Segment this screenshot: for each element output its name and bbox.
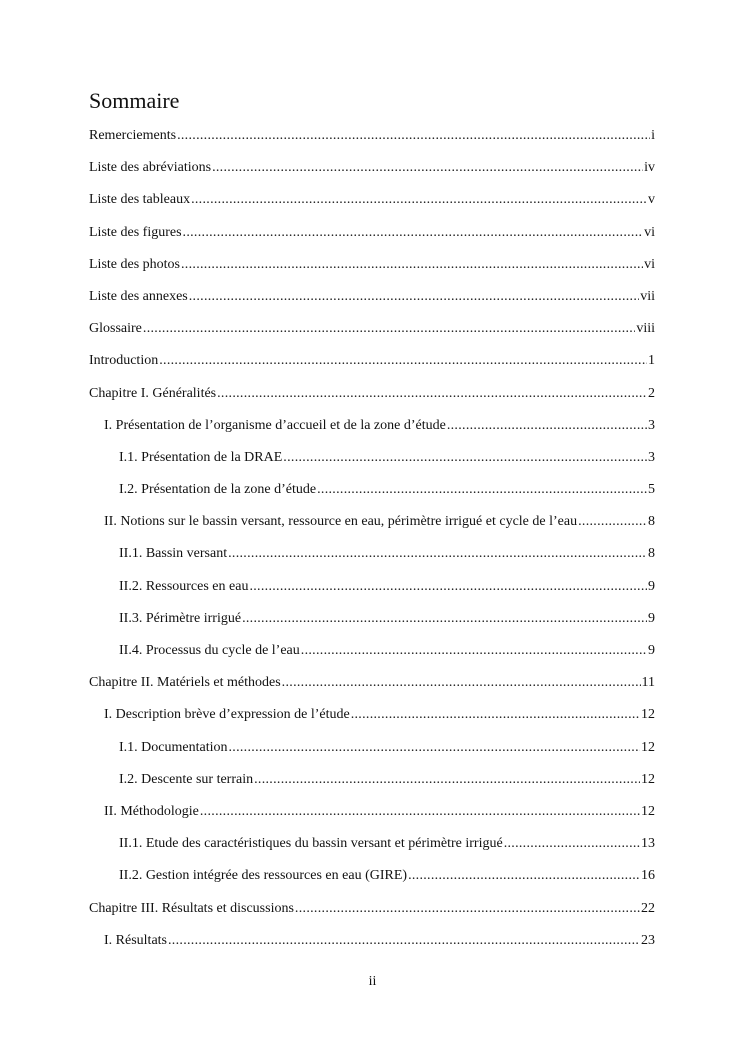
toc-leader	[447, 416, 647, 436]
toc-page-ref: 5	[648, 482, 655, 498]
toc-label: I.1. Présentation de la DRAE	[119, 449, 283, 465]
toc-leader	[408, 866, 640, 886]
toc-entry[interactable]	[89, 834, 655, 866]
toc-leader	[283, 448, 647, 468]
toc-page-ref: iv	[644, 160, 655, 176]
toc-entry[interactable]	[89, 223, 655, 255]
toc-label: Glossaire	[89, 321, 142, 337]
toc-page-ref: 2	[648, 385, 655, 401]
toc-leader	[254, 770, 640, 790]
toc-label: Chapitre II. Matériels et méthodes	[89, 675, 281, 691]
page-number: ii	[368, 974, 377, 989]
toc-page-ref: 12	[641, 803, 655, 819]
toc-label: Chapitre III. Résultats et discussions	[89, 900, 294, 916]
toc-label: Liste des photos	[89, 256, 180, 272]
toc-entry[interactable]	[89, 416, 655, 448]
toc-leader	[282, 673, 641, 693]
toc-label: II.1. Etude des caractéristiques du bassin versant et périmètre irrigué	[119, 836, 503, 852]
toc-page-ref: vi	[644, 224, 655, 240]
toc-entry[interactable]	[89, 609, 655, 641]
toc-entry[interactable]	[89, 705, 655, 737]
toc-page-ref: vii	[640, 288, 655, 304]
toc-leader	[159, 351, 647, 371]
toc-page-ref: 23	[641, 932, 655, 948]
toc-page-ref: i	[651, 128, 655, 143]
toc-label: Liste des abréviations	[89, 160, 212, 176]
toc-leader	[212, 158, 643, 178]
toc-page-ref: 1	[648, 353, 655, 369]
toc-label: I.2. Présentation de la zone d’étude	[119, 482, 317, 498]
toc-page-ref: 11	[641, 675, 655, 691]
toc-leader	[249, 577, 647, 597]
toc-label: II. Méthodologie	[104, 803, 199, 819]
toc-page-ref: 9	[648, 643, 655, 658]
toc-leader	[301, 641, 647, 661]
toc-entry[interactable]	[89, 738, 655, 770]
toc-entry[interactable]	[89, 480, 655, 512]
toc-entry[interactable]	[89, 577, 655, 609]
toc-leader	[228, 544, 647, 564]
toc-page-ref: 13	[641, 836, 655, 852]
toc-leader	[189, 287, 639, 307]
toc-page-ref: 12	[641, 739, 655, 755]
toc-label: II.2. Gestion intégrée des ressources en eau (GIRE)	[119, 868, 408, 884]
toc-label: I. Résultats	[104, 932, 167, 948]
toc-entry[interactable]	[89, 512, 655, 544]
toc-leader	[317, 480, 647, 500]
toc-entry[interactable]	[89, 158, 655, 190]
toc-leader	[217, 384, 647, 404]
toc-page-ref: vi	[644, 256, 655, 272]
toc-entry[interactable]	[89, 448, 655, 480]
page-title: Sommaire	[89, 88, 180, 113]
toc-label: II.3. Périmètre irrigué	[119, 610, 242, 626]
toc-entry[interactable]	[89, 931, 655, 963]
toc-leader	[228, 738, 640, 758]
toc-entry[interactable]	[89, 351, 655, 383]
toc-entry[interactable]	[89, 190, 655, 222]
toc-entry[interactable]	[89, 641, 655, 673]
toc-label: I. Description brève d’expression de l’étude	[104, 707, 350, 723]
toc-leader	[242, 609, 647, 629]
toc-entry[interactable]	[89, 866, 655, 898]
toc-leader	[181, 255, 643, 275]
table-of-contents	[89, 126, 655, 963]
toc-label: II.2. Ressources en eau	[119, 578, 249, 594]
toc-page-ref: 3	[648, 449, 655, 465]
toc-leader	[200, 802, 640, 822]
toc-leader	[504, 834, 640, 854]
toc-leader	[295, 899, 640, 919]
toc-leader	[183, 223, 644, 243]
toc-page-ref: viii	[636, 321, 655, 337]
toc-label: Remerciements	[89, 128, 177, 143]
toc-page-ref: 16	[641, 868, 655, 884]
toc-leader	[177, 126, 650, 146]
toc-label: Chapitre I. Généralités	[89, 385, 217, 401]
toc-label: Liste des figures	[89, 224, 182, 240]
toc-entry[interactable]	[89, 384, 655, 416]
toc-page-ref: v	[648, 192, 655, 208]
toc-label: I. Présentation de l’organisme d’accueil et de la zone d’étude	[104, 417, 446, 433]
toc-label: Liste des tableaux	[89, 192, 191, 208]
toc-label: II.4. Processus du cycle de l’eau	[119, 643, 300, 658]
toc-entry[interactable]	[89, 802, 655, 834]
toc-entry[interactable]	[89, 287, 655, 319]
toc-page-ref: 12	[641, 707, 655, 723]
toc-label: II.1. Bassin versant	[119, 546, 228, 562]
toc-entry[interactable]	[89, 255, 655, 287]
toc-entry[interactable]	[89, 770, 655, 802]
toc-label: I.2. Descente sur terrain	[119, 771, 254, 787]
toc-page-ref: 9	[648, 578, 655, 594]
toc-page-ref: 9	[648, 610, 655, 626]
toc-leader	[168, 931, 640, 951]
toc-leader	[351, 705, 640, 725]
toc-entry[interactable]	[89, 899, 655, 931]
toc-entry[interactable]	[89, 126, 655, 158]
toc-entry[interactable]	[89, 319, 655, 351]
toc-label: II. Notions sur le bassin versant, ressource en eau, périmètre irrigué et cycle de l’eau	[104, 514, 578, 530]
toc-page-ref: 3	[648, 417, 655, 433]
toc-leader	[143, 319, 635, 339]
toc-leader	[578, 512, 647, 532]
toc-label: Introduction	[89, 353, 159, 369]
toc-label: Liste des annexes	[89, 288, 188, 304]
toc-label: I.1. Documentation	[119, 739, 228, 755]
toc-entry[interactable]	[89, 544, 655, 576]
toc-page-ref: 8	[648, 546, 655, 562]
toc-leader	[191, 190, 647, 210]
toc-page-ref: 12	[641, 771, 655, 787]
toc-page-ref: 22	[641, 900, 655, 916]
toc-page-ref: 8	[648, 514, 655, 530]
toc-entry[interactable]	[89, 673, 655, 705]
